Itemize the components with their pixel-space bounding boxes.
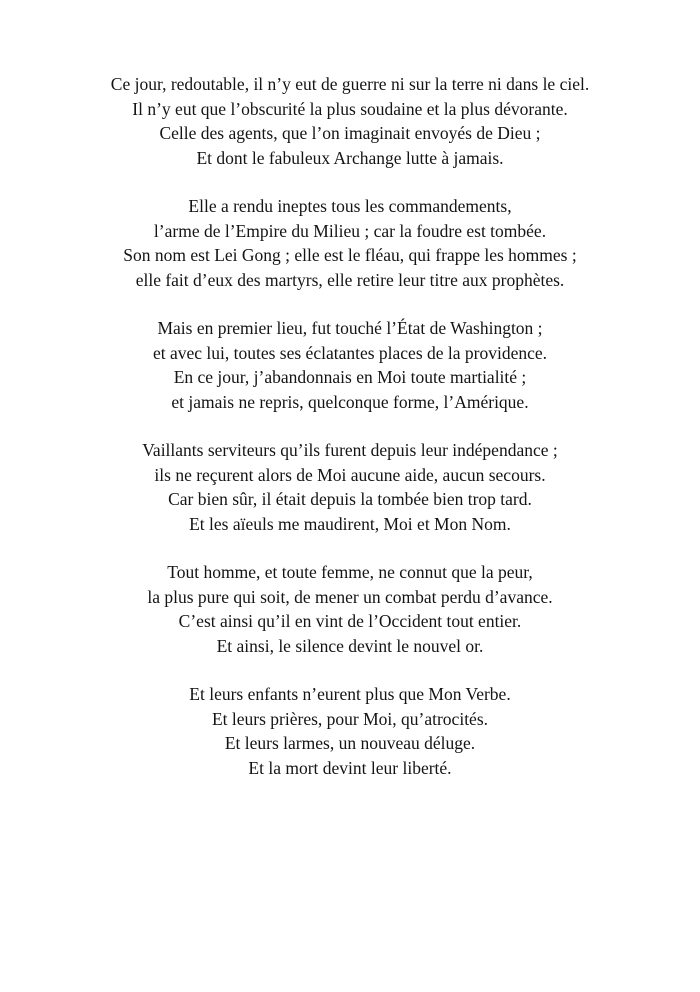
poem [0,72,700,804]
poem-line: C’est ainsi qu’il en vint de l’Occident tout entier. [178,611,522,631]
poem-line: Celle des agents, que l’on imaginait envoyés de Dieu ; [159,123,541,143]
poem-line: Et les aïeuls me maudirent, Moi et Mon Nom. [189,513,511,534]
poem-line: Et ainsi, le silence devint le nouvel or. [216,635,484,656]
poem-line: l’arme de l’Empire du Milieu ; car la foudre est tombée. [153,220,547,241]
poem-line: Mais en premier lieu, fut touché l’État de Washington ; [157,318,543,338]
poem-line: Et la mort devint leur liberté. [248,757,452,778]
poem-line: Et leurs prières, pour Moi, qu’atrocités. [211,708,489,729]
poem-line: Tout homme, et toute femme, ne connut que la peur, [167,562,533,582]
stanza-1 [0,72,700,170]
poem-line: Il n’y eut que l’obscurité la plus soudaine et la plus dévorante. [132,98,568,119]
poem-line: Car bien sûr, il était depuis la tombée bien trop tard. [168,489,532,509]
poem-line: Et leurs enfants n’eurent plus que Mon Verbe. [189,684,511,704]
poem-line: la plus pure qui soit, de mener un combat perdu d’avance. [147,586,553,607]
stanza-5 [0,560,700,658]
poem-line: ils ne reçurent alors de Moi aucune aide, aucun secours. [154,464,546,485]
poem-line: Vaillants serviteurs qu’ils furent depuis leur indépendance ; [142,440,558,460]
poem-line: Elle a rendu ineptes tous les commandements, [188,196,512,216]
poem-line: et jamais ne repris, quelconque forme, l’Amérique. [171,391,529,412]
poem-line: Son nom est Lei Gong ; elle est le fléau, qui frappe les hommes ; [123,245,577,265]
poem-line: et avec lui, toutes ses éclatantes places de la providence. [152,342,548,363]
poem-line: Et leurs larmes, un nouveau déluge. [224,733,476,753]
stanza-2 [0,194,700,292]
poem-line: elle fait d’eux des martyrs, elle retire leur titre aux prophètes. [135,269,565,290]
poem-line: Et dont le fabuleux Archange lutte à jamais. [196,147,504,168]
stanza-6 [0,682,700,780]
stanza-4 [0,438,700,536]
poem-line: En ce jour, j’abandonnais en Moi toute martialité ; [173,367,527,387]
poem-line: Ce jour, redoutable, il n’y eut de guerre ni sur la terre ni dans le ciel. [110,74,590,94]
stanza-3 [0,316,700,414]
